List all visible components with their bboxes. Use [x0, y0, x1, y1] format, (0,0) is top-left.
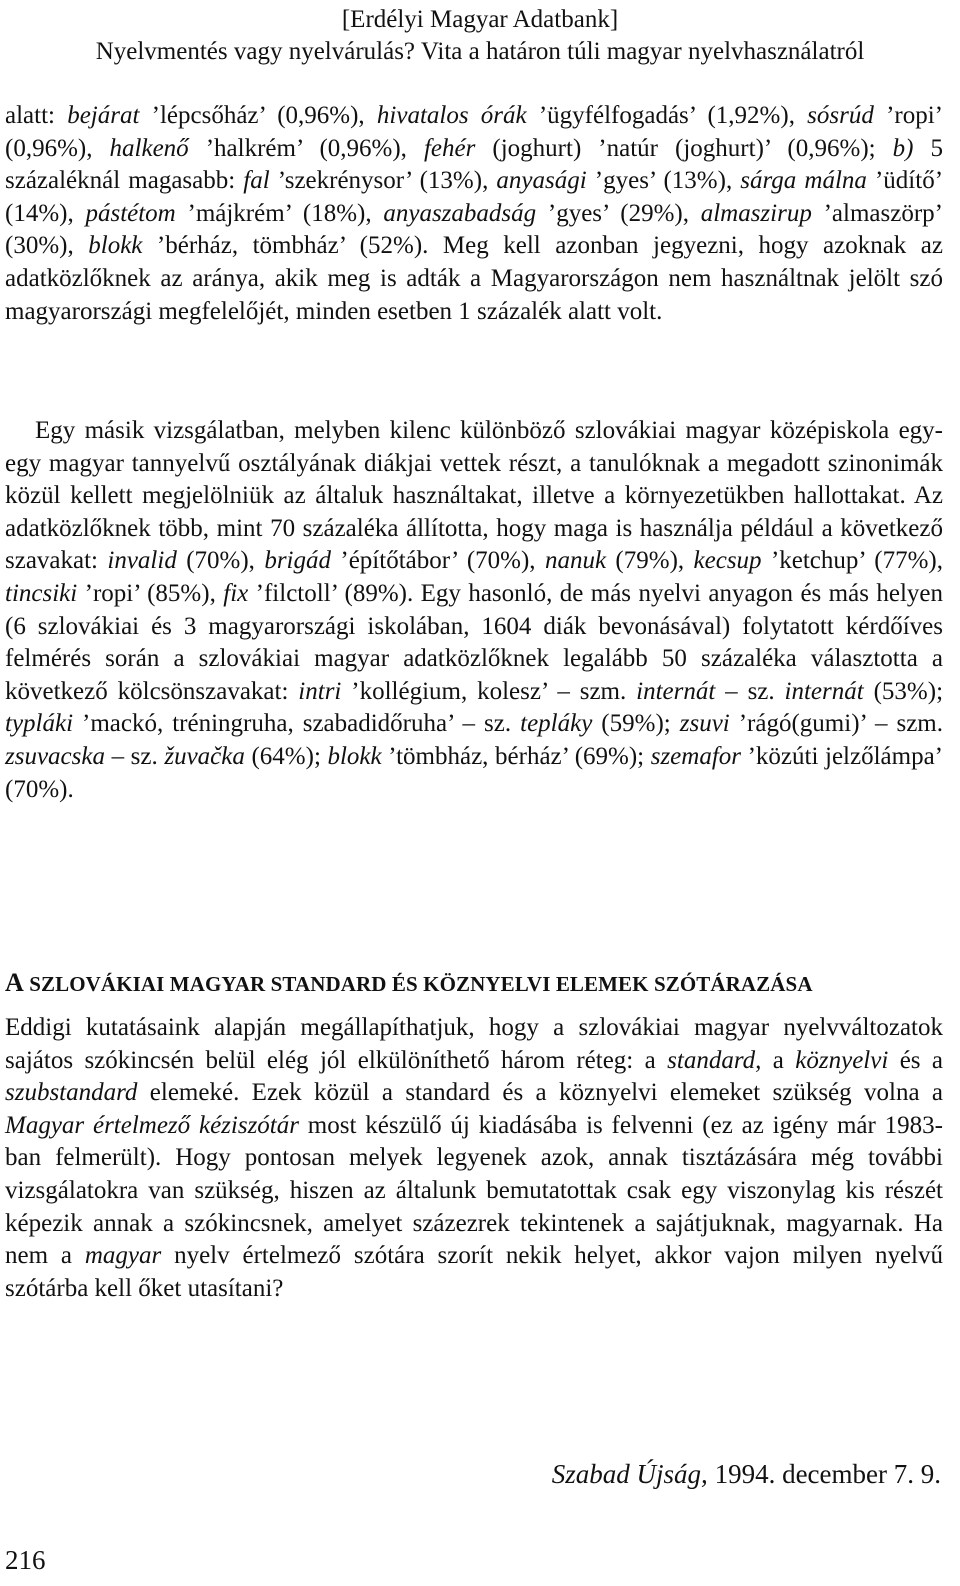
text-run: ’kollégium, kolesz’ – szm.	[341, 677, 637, 705]
italic-term: fehér	[423, 134, 476, 162]
italic-term: žuvačka	[164, 742, 245, 770]
text-run: ’közúti jelzőlámpa’ (70%).	[5, 742, 944, 803]
text-run: ’tömbház, bérház’ (69%);	[381, 742, 651, 770]
text-run: ’gyes’ (29%),	[536, 199, 701, 227]
italic-term: fix	[223, 579, 249, 607]
italic-term: sárga málna	[740, 167, 867, 195]
italic-term: kecsup	[693, 547, 762, 575]
text-run: (59%);	[592, 710, 680, 738]
italic-term: bejárat	[67, 102, 140, 129]
text-run: nyelv értelmező szótára szorít nekik helyet, akkor vajon milyen nyelvű szótárba kell őket utasítani?	[5, 1242, 943, 1302]
text-run: ’mackó, tréningruha, szabadidőruha’ – sz.	[73, 710, 521, 738]
italic-term: Magyar értelmező kéziszótár	[5, 1111, 299, 1139]
text-run: ’ropi’ (0,96%),	[5, 102, 943, 162]
italic-term: köznyelvi	[795, 1046, 889, 1074]
text-run: (79%),	[606, 547, 694, 575]
italic-term: invalid	[107, 547, 177, 575]
text-run: – sz.	[104, 742, 165, 770]
paragraph-2	[5, 415, 943, 806]
italic-term: anyasági	[496, 167, 587, 195]
italic-term: tepláky	[520, 710, 593, 738]
text-run: – sz.	[715, 677, 785, 705]
italic-term: typláki	[5, 710, 74, 738]
italic-term: pástétom	[85, 199, 176, 227]
italic-term: brigád	[264, 547, 331, 575]
text-run: ’szekrénysor’ (13%),	[269, 167, 497, 195]
text-run: (70%),	[176, 547, 265, 575]
italic-term: szubstandard	[5, 1079, 138, 1107]
text-run: ’halkrém’ (0,96%),	[188, 134, 424, 162]
text-run: 5 százaléknál magasabb:	[5, 134, 944, 195]
italic-term: tincsiki	[5, 579, 78, 607]
citation-date: 1994. december 7. 9.	[707, 1459, 941, 1489]
paragraph-1	[5, 100, 943, 328]
text-run: ’rágó(gumi)’ – szm.	[729, 710, 943, 738]
text-run: ’almaszörp’ (30%),	[5, 199, 943, 260]
text-run: ’építőtábor’ (70%),	[331, 547, 545, 575]
italic-term: blokk	[327, 742, 382, 770]
italic-term: fal	[243, 167, 270, 195]
page-number: 216	[5, 1545, 46, 1575]
text-run: ’filctoll’ (89%). Egy hasonló, de más nyelvi anyagon és más helyen (6 szlovákiai és 3 magyarországi iskolában, 1604 diák bevonásával) folytatott kérdőíves felmérés során a szlovákiai magyar adatközlőknek legalább 50 százaléka választotta a következő kölcsönszavakat:	[5, 579, 944, 705]
italic-term: magyar	[84, 1242, 162, 1270]
text-run: ’gyes’ (13%),	[586, 167, 741, 195]
italic-term: sósrúd	[807, 102, 874, 129]
text-run: a	[761, 1046, 796, 1074]
text-run: most készülő új kiadásába is felvenni (ez az igény már 1983-ban felmerült). Hogy pontosan melyek legyenek azok, annak tisztázására még további vizsgálatokra van szükség, hiszen az általunk bemutatottak csak egy viszonylag kis részét képezik annak a szókincsnek, amelyet százezrek tekintenek a sajátjuknak, magyarnak. Ha nem a	[5, 1111, 943, 1270]
text-run: és a	[888, 1046, 944, 1074]
text-run: ’ügyfélfogadás’ (1,92%),	[526, 102, 808, 129]
text-run: Egy másik vizsgálatban, melyben kilenc különböző szlovákiai magyar középiskola egy-egy magyar tannyelvű osztályának diákjai vettek részt, a tanulóknak a megadott szinonimák közül kellett megjelölniük az általuk használtakat, illetve a környezetükben hallottakat. Az adatközlőknek több, mint 70 százaléka állította, hogy maga is használja például a következő szavakat:	[5, 417, 943, 575]
header-source: [Erdélyi Magyar Adatbank]	[341, 6, 619, 33]
citation-source: Szabad Újság,	[551, 1459, 708, 1489]
italic-term: almaszirup	[700, 199, 812, 227]
text-run: Eddigi kutatásaink alapján megállapíthatjuk, hogy a szlovákiai magyar nyelvváltozatok sajátos szókincsén belül elég jól elkülöníthető három réteg: a	[5, 1014, 943, 1074]
text-run: (53%);	[863, 677, 944, 705]
heading-initial: A	[5, 968, 24, 997]
italic-term: halkenő	[109, 134, 189, 162]
italic-term: zsuvi	[679, 710, 730, 738]
text-run: ’ketchup’ (77%),	[761, 547, 943, 575]
italic-term: anyaszabadság	[383, 199, 537, 227]
paragraph-3	[5, 1012, 943, 1305]
italic-term: zsuvacska	[5, 742, 105, 770]
italic-term: b)	[892, 134, 914, 162]
running-header	[0, 4, 960, 68]
italic-term: standard,	[667, 1046, 762, 1074]
text-run: ’bérház, tömbház’ (52%). Meg kell azonban jegyezni, hogy azoknak az adatközlőknek az aránya, akik meg is adták a Magyarországon nem használtnak jelölt szó magyarországi megfelelőjét, minden esetben 1 százalék alatt volt.	[5, 232, 943, 325]
italic-term: internát	[636, 677, 716, 705]
text-run: alatt:	[5, 102, 68, 129]
italic-term: intri	[298, 677, 342, 705]
text-run: ’üdítő’ (14%),	[5, 167, 944, 227]
heading-text: SZLOVÁKIAI MAGYAR STANDARD ÉS KÖZNYELVI ELEMEK SZÓTÁRAZÁSA	[23, 972, 813, 996]
text-run: ’májkrém’ (18%),	[175, 199, 384, 227]
source-citation	[552, 1459, 941, 1490]
section-heading	[5, 968, 943, 998]
italic-term: nanuk	[544, 547, 607, 575]
italic-term: internát	[784, 677, 864, 705]
text-run: (64%);	[244, 742, 328, 770]
italic-term: hivatalos órák	[376, 102, 527, 129]
header-title: Nyelvmentés vagy nyelvárulás? Vita a határon túli magyar nyelvhasználatról	[95, 38, 865, 65]
italic-term: szemafor	[650, 742, 742, 770]
italic-term: blokk	[88, 232, 143, 260]
text-run: ’ropi’ (85%),	[77, 579, 224, 607]
text-run: (joghurt) ’natúr (joghurt)’ (0,96%);	[475, 134, 893, 162]
text-run: elemeké. Ezek közül a standard és a köznyelvi elemeket szükség volna a	[137, 1079, 943, 1107]
text-run: ’lépcsőház’ (0,96%),	[139, 102, 377, 129]
